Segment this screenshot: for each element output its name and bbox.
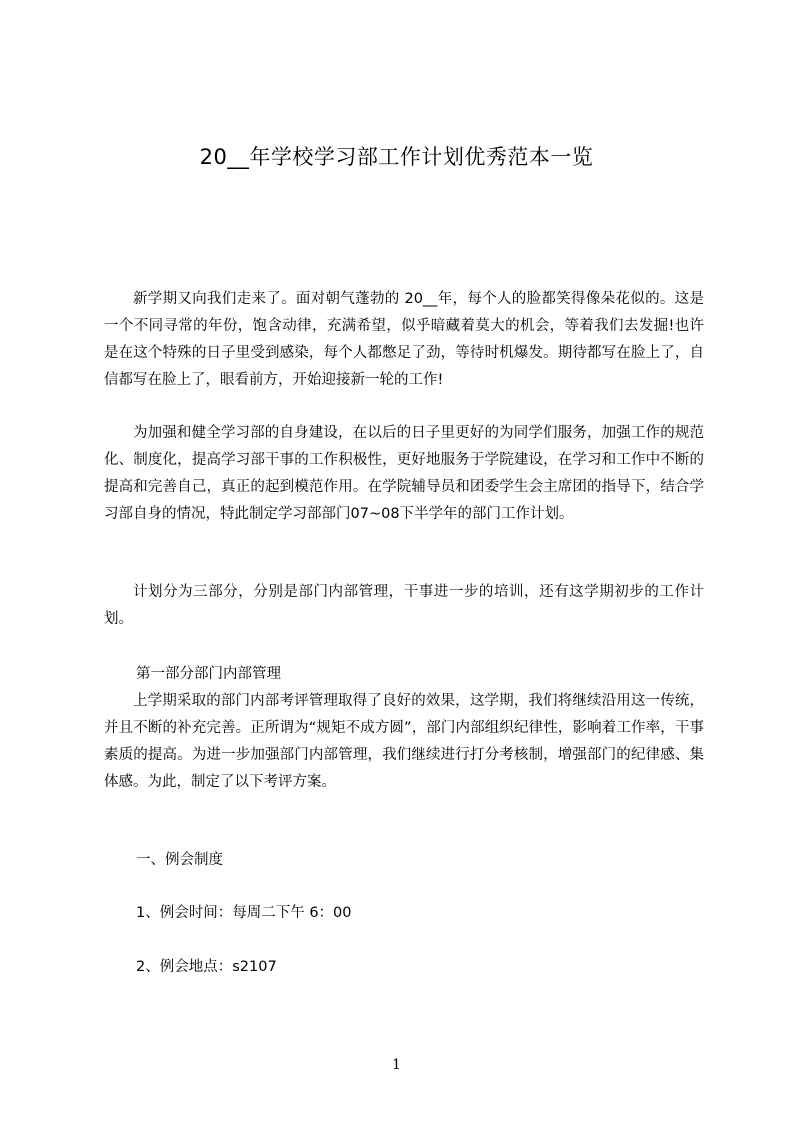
- page-number: 1: [392, 1057, 401, 1073]
- body-paragraph-plan-overview: 计划分为三部分，分别是部门内部管理，干事进一步的培训，还有这学期初步的工作计划。: [104, 584, 704, 627]
- list-item-meeting-location: 2、例会地点：s2107: [136, 959, 277, 975]
- body-paragraph-intro: 新学期又向我们走来了。面对朝气蓬勃的 20__年，每个人的脸都笑得像朵花似的。这是一个不同寻常的年份，饱含动律，充满希望，似乎暗藏着莫大的机会，等着我们去发掘!也许是在这个特殊的日子里受到感染，每个人都憋足了劲，等待时机爆发。期待都写在脸上了，自信都写在脸上了，眼看前方，开始迎接新一轮的工作!: [104, 291, 704, 388]
- document-title: 20__年学校学习部工作计划优秀范本一览: [199, 145, 594, 169]
- section-heading-internal-management: 第一部分部门内部管理: [136, 666, 281, 682]
- subsection-heading-meeting-system: 一、例会制度: [136, 852, 223, 868]
- list-item-meeting-time: 1、例会时间：每周二下午 6：00: [136, 905, 352, 921]
- body-paragraph-purpose: 为加强和健全学习部的自身建设，在以后的日子里更好的为同学们服务，加强工作的规范化、制度化，提高学习部干事的工作积极性，更好地服务于学院建设，在学习和工作中不断的提高和完善自己，真正的起到模范作用。在学院辅导员和团委学生会主席团的指导下，结合学习部自身的情况，特此制定学习部部门07~08下半学年的部门工作计划。: [104, 425, 704, 522]
- body-paragraph-evaluation: 上学期采取的部门内部考评管理取得了良好的效果，这学期，我们将继续沿用这一传统，并且不断的补充完善。正所谓为“规矩不成方圆”，部门内部组织纪律性，影响着工作率，干事素质的提高。为进一步加强部门内部管理，我们继续进行打分考核制，增强部门的纪律感、集体感。为此，制定了以下考评方案。: [104, 693, 704, 790]
